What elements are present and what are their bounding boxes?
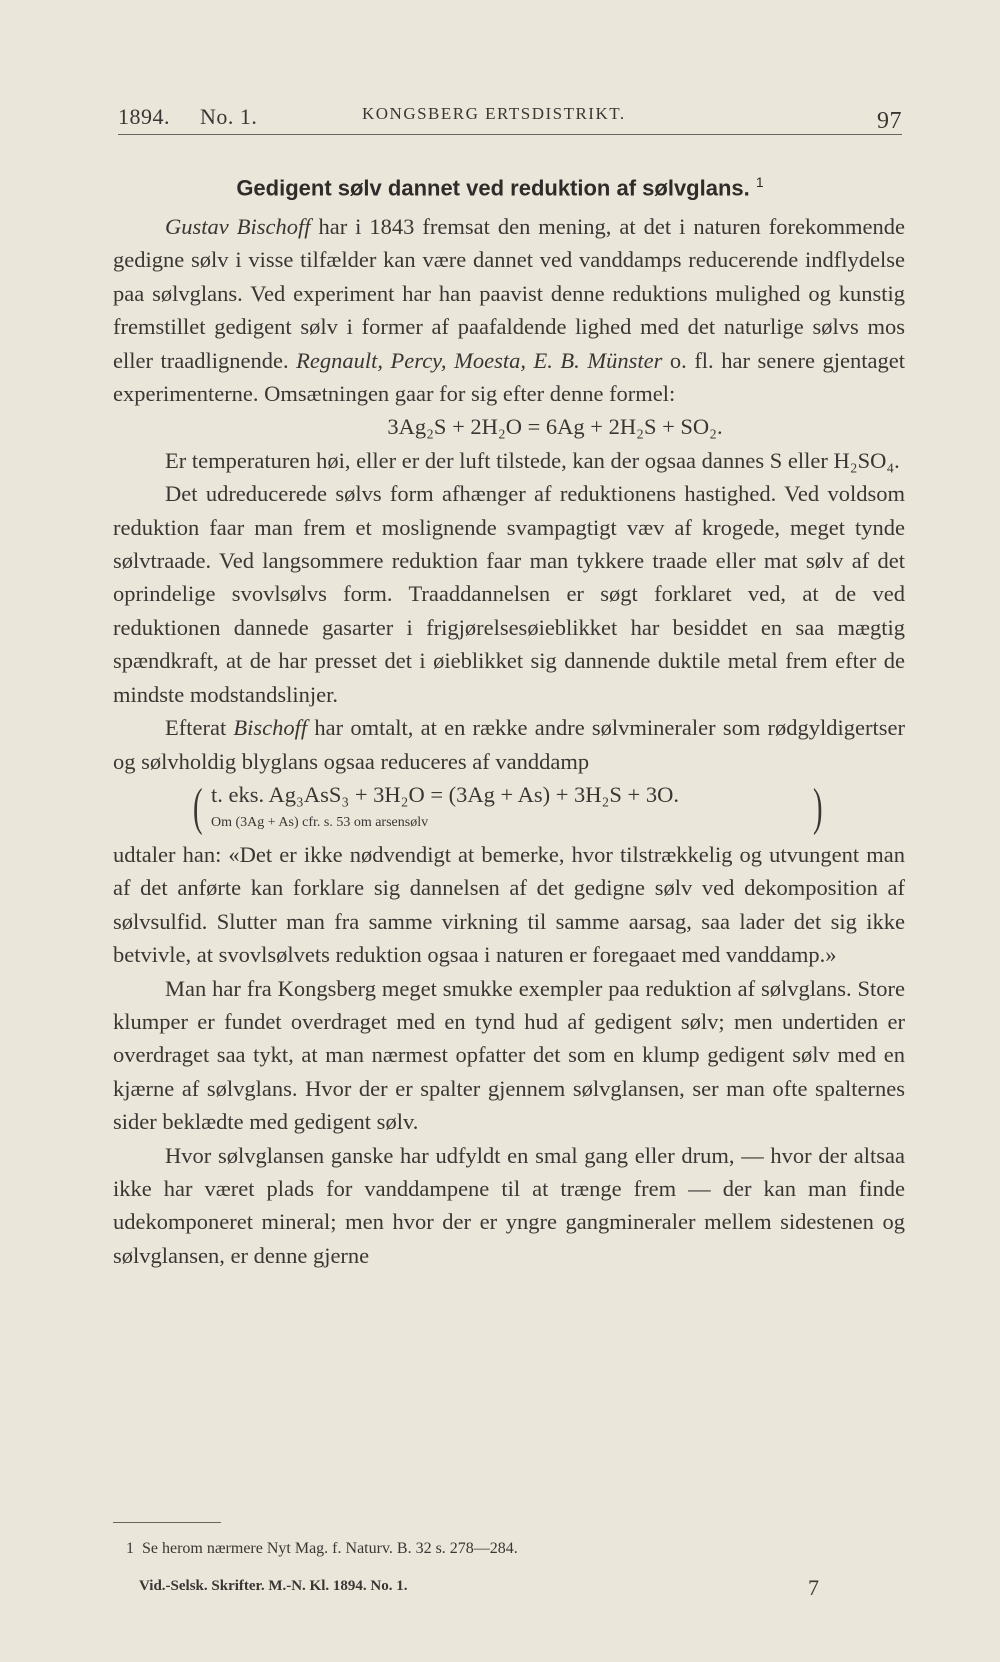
paragraph-6: Man har fra Kongsberg meget smukke exempler paa reduktion af sølvglans. Store klumper er fundet overdraget med en tynd hud af gedigent sølv; men undertiden er overdraget saa tykt, at man nærmest opfatter det som en klump gedigent sølv med en kjærne af sølvglans. Hvor der er spalter gjennem sølvglansen, ser man ofte spalternes sider beklædte med gedigent sølv.: [113, 975, 905, 1135]
heading-title: Gedigent sølv dannet ved reduktion af sølvglans.: [236, 175, 750, 201]
close-paren: ): [813, 778, 823, 836]
section-heading: [0, 174, 1000, 201]
footnote-mark: 1: [126, 1540, 134, 1557]
example-formula: [113, 778, 905, 838]
paragraph-1-text-b: o. fl. har senere gjentaget experimenterne. Omsætningen gaar for sig efter denne formel:: [113, 347, 905, 407]
paragraph-1-text-a: har i 1843 fremsat den mening, at det i naturen forekommende gedigne sølv i visse tilfælder kan være dannet ved vanddamps reducerende indflydelse paa sølvglans. Ved experiment har han paavist denne reduktions mulighed og kunstig fremstillet gedigent sølv i former af paafaldende lighed med det naturlige sølvs mos eller traadlignende.: [113, 214, 905, 373]
author-name: Gustav Bischoff: [165, 214, 311, 239]
paragraph-2: Er temperaturen høi, eller er der luft tilstede, kan der ogsaa dannes S eller H₂SO₄.: [165, 447, 900, 473]
paragraph-5: udtaler han: «Det er ikke nødvendigt at bemerke, hvor tilstrækkelig og utvungent man af det anførte kan forklare sig dannelsen af det gedigne sølv ved dekomposition af sølvsulfid. Slutter man fra samme virkning til samme aarsag, saa lader det sig ikke betvivle, at svovlsølvets reduktion ogsaa i naturen er foregaaet med vanddamp.»: [113, 841, 905, 968]
paragraph-4: [113, 711, 905, 778]
cited-names: Regnault, Percy, Moesta, E. B. Münster: [296, 347, 663, 373]
example-line-2: Om (3Ag + As) cfr. s. 53 om arsensølv: [211, 814, 429, 830]
header-number: No. 1.: [200, 104, 258, 129]
header-rule: [118, 134, 902, 135]
formula-1: 3Ag₂S + 2H₂O = 6Ag + 2H₂S + SO₂.: [387, 414, 723, 440]
signature-mark: 7: [808, 1575, 819, 1600]
footnote-text: Se herom nærmere Nyt Mag. f. Naturv. B. 32 s. 278—284.: [142, 1540, 518, 1557]
header-year: 1894.: [118, 104, 170, 129]
paragraph-4-text-b: har omtalt, at en række andre sølvmineraler som rødgyldigertser og sølvholdig blyglans ogsaa reduceres af vanddamp: [113, 715, 905, 774]
open-paren: (: [193, 778, 203, 836]
page-number: 97: [877, 108, 902, 134]
heading-footnote-mark: 1: [755, 174, 764, 190]
page-footer: [139, 1575, 819, 1600]
example-line-1: t. eks. Ag₃AsS₃ + 3H₂O = (3Ag + As) + 3H₂S + 3O.: [211, 781, 679, 807]
footer-series: Vid.-Selsk. Skrifter. M.-N. Kl. 1894. No. 1.: [139, 1578, 408, 1594]
paragraph-7: Hvor sølvglansen ganske har udfyldt en smal gang eller drum, — hvor der altsaa ikke har været plads for vanddampene til at trænge frem — der kan man finde udekomponeret mineral; men hvor der er yngre gangmineraler mellem sidestenen og sølvglansen, er denne gjerne: [113, 1142, 905, 1268]
paragraph-4-text-a: Efterat: [165, 715, 234, 741]
paragraph-1: [113, 210, 905, 410]
paragraph-3: Det udreducerede sølvs form afhænger af reduktionens hastighed. Ved voldsom reduktion faar man frem et moslignende svampagtigt væv af krogede, meget tynde sølvtraade. Ved langsommere reduktion faar man tykkere traade eller mat sølv af det oprindelige svovlsølvs form. Traaddannelsen er søgt forklaret ved, at de ved reduktionen dannede gasarter i frigjørelsesøieblikket har besiddet en saa mægtig spændkraft, at de har presset det i øieblikket sig dannende duktile metal frem efter de mindste modstandslinjer.: [113, 481, 905, 707]
author-name-2: Bischoff: [233, 715, 308, 741]
running-title: KONGSBERG ERTSDISTRIKT.: [362, 104, 626, 123]
body-text: [113, 210, 905, 1272]
footnote: [126, 1540, 518, 1558]
page-header: [118, 96, 902, 136]
footnote-rule: [113, 1522, 221, 1523]
